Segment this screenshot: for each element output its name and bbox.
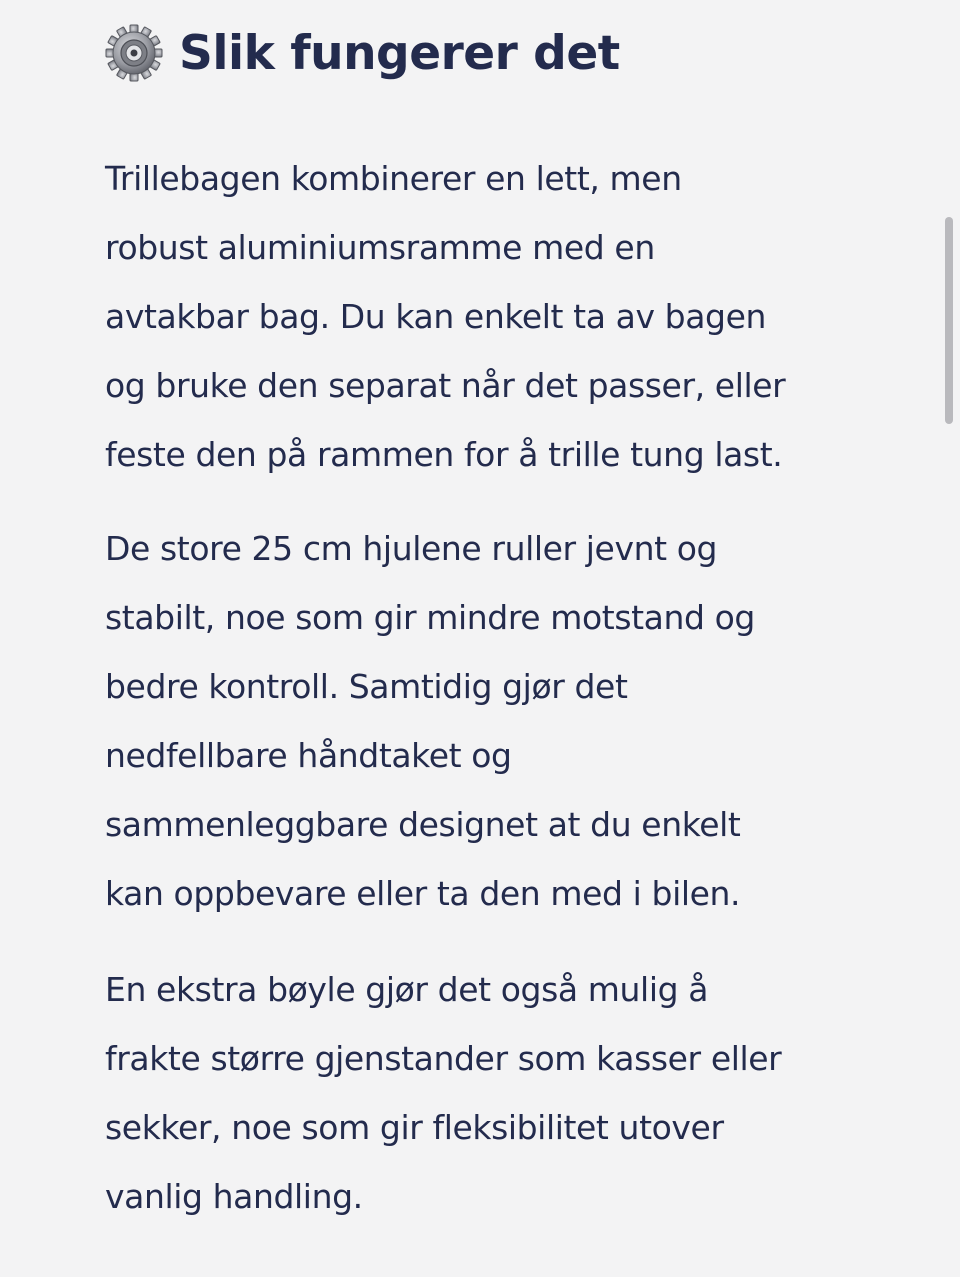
paragraph-1 (105, 144, 785, 489)
section-heading (105, 20, 865, 86)
paragraph-3 (105, 955, 781, 1231)
paragraph-line: nedfellbare håndtaket og (105, 736, 512, 775)
paragraph-line: En ekstra bøyle gjør det også mulig å (105, 970, 709, 1009)
paragraph-line: sekker, noe som gir fleksibilitet utover (105, 1108, 724, 1147)
paragraph-line: frakte større gjenstander som kasser eller (105, 1039, 782, 1078)
paragraph-line: De store 25 cm hjulene ruller jevnt og (105, 529, 718, 568)
paragraph-line: feste den på rammen for å trille tung last. (105, 435, 783, 474)
paragraph-line: Trillebagen kombinerer en lett, men (105, 159, 682, 198)
paragraph-line: robust aluminiumsramme med en (105, 228, 655, 267)
page-title: Slik fungerer det (179, 25, 620, 81)
paragraph-2 (105, 514, 755, 928)
paragraph-line: vanlig handling. (105, 1177, 363, 1216)
paragraph-line: og bruke den separat når det passer, eller (105, 366, 786, 405)
paragraph-line: kan oppbevare eller ta den med i bilen. (105, 874, 741, 913)
paragraph-line: avtakbar bag. Du kan enkelt ta av bagen (105, 297, 766, 336)
gear-icon (105, 24, 163, 82)
paragraph-line: bedre kontroll. Samtidig gjør det (105, 667, 628, 706)
article-content (105, 20, 865, 1216)
scrollbar-thumb[interactable] (945, 217, 953, 424)
paragraph-line: sammenleggbare designet at du enkelt (105, 805, 741, 844)
paragraph-line: stabilt, noe som gir mindre motstand og (105, 598, 755, 637)
